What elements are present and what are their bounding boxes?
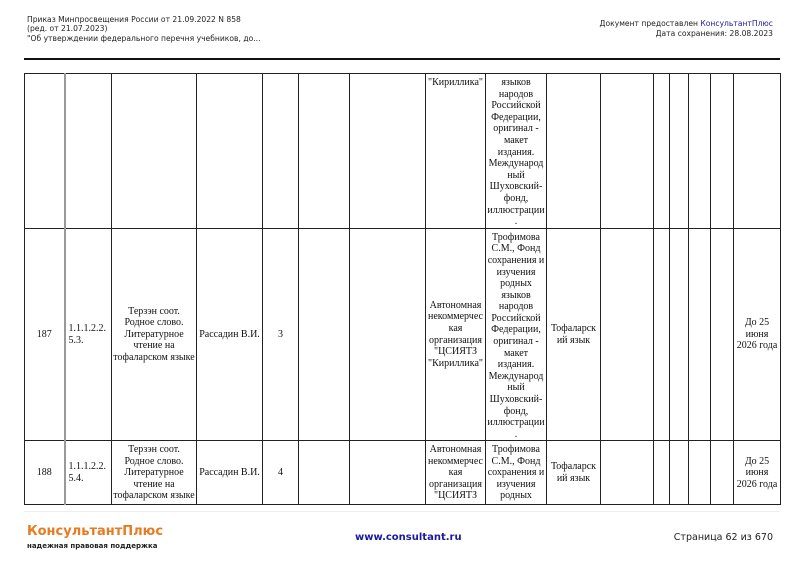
doc-line: (ред. от 21.07.2023): [27, 24, 108, 34]
table-cell: Автономная некоммерчес кая организация "ЦСИЯТЗ "Кириллика": [426, 228, 486, 441]
table-cell: [689, 228, 711, 441]
table-cell: [547, 74, 601, 229]
table-cell: [299, 74, 350, 229]
table-cell: Трофимова С.М., Фонд сохранения и изучения родных: [486, 441, 547, 505]
table-row: [25, 74, 781, 229]
table-cell: [65, 74, 112, 229]
table-cell: [197, 74, 263, 229]
table-cell: [654, 441, 670, 505]
table-cell: Автономная некоммерчес кая организация "ЦСИЯТЗ: [426, 441, 486, 505]
table-cell: 4: [263, 441, 299, 505]
table-cell: [601, 74, 654, 229]
table-cell: [670, 228, 689, 441]
table-cell: 1.1.1.2.2. 5.3.: [65, 228, 112, 441]
table-cell: [263, 74, 299, 229]
table-cell: Рассадин В.И.: [197, 441, 263, 505]
table-cell: языков народов Российской Федерации, оригинал - макет издания. Международ ный Шуховский- фонд, иллюстрации .: [486, 74, 547, 229]
footer-tagline: надежная правовая поддержка: [27, 542, 158, 550]
table-cell: 188: [25, 441, 65, 505]
provided-by-label: Документ предоставлен: [599, 19, 701, 28]
document-title: [27, 15, 261, 43]
table-cell: [689, 441, 711, 505]
table-cell: [670, 441, 689, 505]
table-row: [25, 441, 781, 505]
table-cell: До 25 июня 2026 года: [734, 441, 781, 505]
table-row: [25, 228, 781, 441]
table-cell: [299, 228, 350, 441]
provider-link[interactable]: КонсультантПлюс: [700, 19, 773, 28]
table-cell: [670, 74, 689, 229]
header-divider: [24, 58, 780, 60]
table-cell: Терзэн соот. Родное слово. Литературное чтение на тофаларском языке: [112, 441, 197, 505]
table-cell: [350, 441, 426, 505]
table-cell: [734, 74, 781, 229]
footer-url-link[interactable]: www.consultant.ru: [355, 532, 462, 543]
saved-date: Дата сохранения: 28.08.2023: [655, 28, 773, 38]
table-cell: [654, 74, 670, 229]
table-cell: До 25 июня 2026 года: [734, 228, 781, 441]
table-cell: [711, 441, 734, 505]
table-cell: [350, 228, 426, 441]
footer-divider: [24, 511, 780, 512]
textbook-table: [24, 73, 781, 505]
table-cell: "Кириллика": [426, 74, 486, 229]
table-cell: [601, 228, 654, 441]
document-source: [600, 19, 773, 38]
table-cell: [350, 74, 426, 229]
table-cell: [112, 74, 197, 229]
page-number: Страница 62 из 670: [673, 532, 773, 543]
table-cell: [711, 74, 734, 229]
table-cell: Терзэн соот. Родное слово. Литературное чтение на тофаларском языке: [112, 228, 197, 441]
table-cell: 187: [25, 228, 65, 441]
table-cell: Трофимова С.М., Фонд сохранения и изучения родных языков народов Российской Федерации, оригинал - макет издания. Международ ный Шуховский- фонд, иллюстрации .: [486, 228, 547, 441]
table-cell: 3: [263, 228, 299, 441]
table-cell: [601, 441, 654, 505]
table-cell: [711, 228, 734, 441]
table-cell: Тофаларск ий язык: [547, 441, 601, 505]
doc-line: "Об утверждении федерального перечня учебников, до...: [27, 33, 261, 43]
table-cell: 1.1.1.2.2. 5.4.: [65, 441, 112, 505]
table-cell: [299, 441, 350, 505]
table-cell: Тофаларск ий язык: [547, 228, 601, 441]
doc-line: Приказ Минпросвещения России от 21.09.2022 N 858: [27, 15, 241, 24]
table-cell: Рассадин В.И.: [197, 228, 263, 441]
footer-logo: КонсультантПлюс: [27, 524, 164, 539]
table-cell: [654, 228, 670, 441]
table-cell: [25, 74, 65, 229]
table-cell: [689, 74, 711, 229]
